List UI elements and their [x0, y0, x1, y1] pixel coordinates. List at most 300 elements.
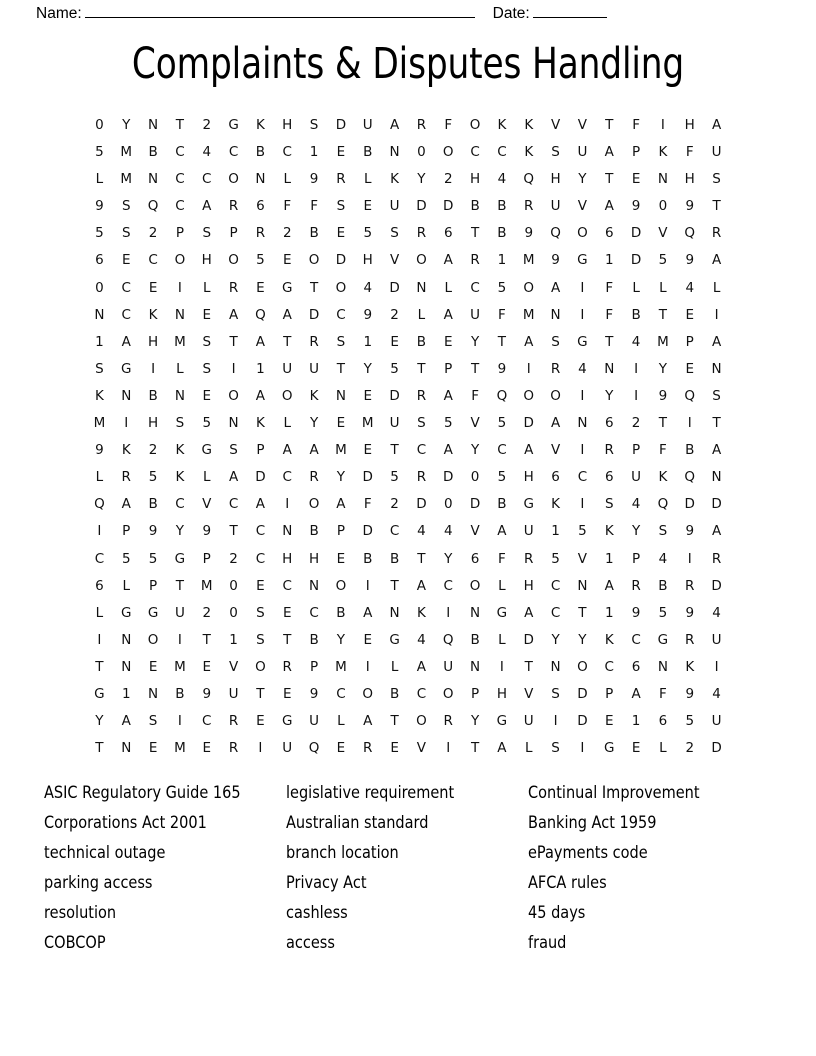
grid-cell[interactable]: C [550, 604, 561, 621]
grid-cell[interactable]: H [148, 415, 159, 432]
grid-cell[interactable]: T [605, 117, 614, 133]
grid-cell[interactable]: R [711, 225, 722, 242]
grid-cell[interactable]: B [309, 523, 319, 540]
grid-cell[interactable]: A [416, 658, 427, 675]
grid-cell[interactable]: T [470, 360, 480, 377]
grid-cell[interactable]: N [416, 279, 427, 296]
grid-cell[interactable]: E [336, 740, 346, 757]
grid-cell[interactable]: M [174, 658, 186, 675]
grid-cell[interactable]: 2 [390, 496, 399, 513]
grid-cell[interactable]: C [416, 442, 427, 459]
grid-cell[interactable]: G [282, 279, 293, 296]
grid-cell[interactable]: 1 [631, 713, 641, 730]
grid-cell[interactable]: Y [444, 550, 453, 567]
grid-cell[interactable]: L [363, 171, 372, 188]
grid-cell[interactable]: B [497, 198, 507, 215]
grid-cell[interactable]: I [634, 360, 639, 377]
grid-cell[interactable]: U [711, 631, 722, 648]
grid-cell[interactable]: E [336, 144, 346, 161]
grid-cell[interactable]: C [497, 144, 507, 161]
grid-cell[interactable]: 9 [363, 306, 373, 323]
grid-cell[interactable]: 0 [95, 279, 104, 296]
grid-cell[interactable]: R [524, 550, 534, 567]
grid-cell[interactable]: P [229, 225, 238, 242]
grid-cell[interactable]: D [335, 117, 347, 133]
grid-cell[interactable]: 1 [363, 333, 373, 350]
grid-cell[interactable]: Y [631, 523, 641, 540]
grid-cell[interactable]: V [470, 415, 480, 432]
grid-cell[interactable]: N [228, 415, 239, 432]
grid-cell[interactable]: K [175, 469, 185, 486]
date-write-in-line[interactable] [533, 5, 607, 18]
grid-cell[interactable]: N [577, 415, 588, 432]
grid-cell[interactable]: Q [442, 631, 454, 648]
grid-cell[interactable]: N [174, 387, 185, 404]
grid-cell[interactable]: M [200, 577, 213, 594]
grid-cell[interactable]: E [685, 306, 694, 323]
grid-cell[interactable]: M [93, 415, 106, 432]
grid-cell[interactable]: T [417, 360, 426, 377]
grid-cell[interactable]: 6 [95, 252, 104, 269]
grid-cell[interactable]: C [175, 144, 185, 161]
grid-cell[interactable]: A [711, 442, 722, 459]
grid-cell[interactable]: S [309, 117, 319, 133]
grid-cell[interactable]: R [363, 740, 373, 757]
grid-cell[interactable]: Q [684, 225, 696, 242]
grid-cell[interactable]: E [202, 306, 211, 323]
name-write-in-line[interactable] [85, 5, 475, 18]
grid-cell[interactable]: E [363, 387, 372, 404]
grid-cell[interactable]: N [309, 577, 320, 594]
grid-cell[interactable]: U [282, 360, 293, 377]
grid-cell[interactable]: B [416, 333, 427, 350]
grid-cell[interactable]: D [684, 496, 695, 513]
grid-cell[interactable]: R [416, 387, 427, 404]
grid-cell[interactable]: D [335, 252, 347, 269]
grid-cell[interactable]: N [335, 387, 346, 404]
grid-cell[interactable]: N [389, 604, 400, 621]
grid-cell[interactable]: 2 [148, 442, 158, 459]
grid-cell[interactable]: S [95, 360, 104, 377]
grid-cell[interactable]: 4 [497, 171, 507, 188]
grid-cell[interactable]: 5 [658, 604, 668, 621]
grid-cell[interactable]: D [362, 523, 373, 540]
grid-cell[interactable]: R [121, 469, 131, 486]
grid-cell[interactable]: V [577, 117, 588, 133]
grid-cell[interactable]: T [256, 685, 265, 702]
grid-cell[interactable]: U [228, 685, 239, 702]
grid-cell[interactable]: F [685, 144, 694, 161]
grid-cell[interactable]: V [577, 198, 588, 215]
grid-cell[interactable]: E [336, 225, 346, 242]
grid-cell[interactable]: N [577, 577, 588, 594]
grid-cell[interactable]: F [363, 496, 372, 513]
grid-cell[interactable]: 0 [417, 144, 426, 161]
grid-cell[interactable]: 5 [685, 713, 695, 730]
grid-cell[interactable]: T [524, 658, 533, 675]
grid-cell[interactable]: K [604, 523, 614, 540]
grid-cell[interactable]: S [202, 333, 212, 350]
grid-cell[interactable]: K [255, 117, 265, 133]
grid-cell[interactable]: E [282, 604, 292, 621]
grid-cell[interactable]: S [712, 171, 721, 188]
grid-cell[interactable]: 9 [95, 442, 104, 459]
grid-cell[interactable]: O [281, 387, 293, 404]
grid-cell[interactable]: S [390, 225, 399, 242]
grid-cell[interactable]: R [711, 550, 722, 567]
grid-cell[interactable]: 2 [631, 415, 641, 432]
grid-cell[interactable]: A [711, 117, 722, 133]
grid-cell[interactable]: G [577, 333, 588, 350]
grid-cell[interactable]: 5 [390, 469, 399, 486]
grid-cell[interactable]: Y [578, 171, 587, 188]
grid-cell[interactable]: 9 [658, 387, 668, 404]
grid-cell[interactable]: Y [551, 631, 560, 648]
grid-cell[interactable]: D [416, 198, 427, 215]
grid-cell[interactable]: E [604, 713, 614, 730]
grid-cell[interactable]: T [229, 333, 238, 350]
grid-cell[interactable]: U [389, 198, 400, 215]
grid-cell[interactable]: S [256, 631, 265, 648]
grid-cell[interactable]: F [605, 279, 614, 296]
grid-cell[interactable]: O [362, 685, 374, 702]
grid-cell[interactable]: T [95, 658, 104, 675]
grid-cell[interactable]: 2 [443, 171, 453, 188]
grid-cell[interactable]: C [94, 550, 105, 567]
grid-cell[interactable]: B [336, 604, 346, 621]
grid-cell[interactable]: E [336, 550, 346, 567]
grid-cell[interactable]: T [578, 604, 587, 621]
grid-cell[interactable]: C [121, 279, 131, 296]
grid-cell[interactable]: A [604, 198, 614, 215]
grid-cell[interactable]: R [470, 252, 480, 269]
grid-cell[interactable]: N [148, 117, 159, 133]
grid-cell[interactable]: T [229, 523, 238, 540]
grid-cell[interactable]: O [416, 713, 427, 730]
grid-cell[interactable]: C [282, 144, 292, 161]
grid-cell[interactable]: A [389, 117, 400, 133]
grid-cell[interactable]: G [523, 496, 534, 513]
grid-cell[interactable]: K [524, 144, 534, 161]
grid-cell[interactable]: G [201, 442, 212, 459]
grid-cell[interactable]: 4 [578, 360, 587, 377]
grid-cell[interactable]: O [442, 685, 454, 702]
grid-cell[interactable]: M [522, 252, 535, 269]
grid-cell[interactable]: 6 [604, 415, 614, 432]
grid-cell[interactable]: H [523, 469, 534, 486]
grid-cell[interactable]: R [550, 360, 561, 377]
grid-cell[interactable]: 1 [121, 685, 131, 702]
grid-cell[interactable]: K [121, 442, 131, 459]
grid-cell[interactable]: S [551, 740, 560, 757]
grid-cell[interactable]: A [443, 306, 453, 323]
grid-cell[interactable]: K [658, 469, 668, 486]
grid-cell[interactable]: 9 [309, 685, 319, 702]
grid-cell[interactable]: L [95, 171, 104, 188]
grid-cell[interactable]: L [283, 415, 291, 432]
grid-cell[interactable]: K [148, 306, 158, 323]
grid-cell[interactable]: E [443, 333, 453, 350]
grid-cell[interactable]: 9 [202, 685, 212, 702]
grid-cell[interactable]: G [282, 713, 293, 730]
grid-cell[interactable]: 1 [604, 252, 614, 269]
grid-cell[interactable]: F [605, 306, 614, 323]
grid-cell[interactable]: A [550, 415, 561, 432]
grid-cell[interactable]: S [229, 442, 238, 459]
grid-cell[interactable]: F [632, 117, 640, 133]
grid-cell[interactable]: B [389, 685, 400, 702]
grid-cell[interactable]: T [336, 360, 346, 377]
grid-cell[interactable]: 4 [417, 523, 426, 540]
grid-cell[interactable]: D [711, 496, 722, 513]
grid-cell[interactable]: I [231, 360, 236, 377]
grid-cell[interactable]: B [309, 225, 319, 242]
grid-cell[interactable]: I [446, 740, 451, 757]
grid-cell[interactable]: L [122, 577, 130, 594]
grid-cell[interactable]: L [417, 306, 426, 323]
grid-cell[interactable]: Y [175, 523, 185, 540]
grid-cell[interactable]: 9 [685, 252, 695, 269]
grid-cell[interactable]: Y [363, 360, 372, 377]
grid-cell[interactable]: T [605, 333, 614, 350]
grid-cell[interactable]: E [685, 360, 694, 377]
grid-cell[interactable]: L [202, 279, 211, 296]
grid-cell[interactable]: A [524, 604, 534, 621]
grid-cell[interactable]: H [309, 550, 320, 567]
grid-cell[interactable]: V [550, 442, 561, 459]
grid-cell[interactable]: 9 [497, 360, 507, 377]
grid-cell[interactable]: C [228, 144, 239, 161]
grid-cell[interactable]: R [309, 333, 319, 350]
grid-cell[interactable]: A [711, 252, 722, 269]
grid-cell[interactable]: N [470, 604, 481, 621]
grid-cell[interactable]: D [630, 225, 642, 242]
grid-cell[interactable]: R [604, 442, 614, 459]
grid-cell[interactable]: B [148, 496, 158, 513]
grid-cell[interactable]: 9 [309, 171, 319, 188]
grid-cell[interactable]: A [604, 577, 614, 594]
grid-cell[interactable]: O [523, 387, 535, 404]
grid-cell[interactable]: I [97, 631, 102, 648]
grid-cell[interactable]: 2 [390, 306, 399, 323]
grid-cell[interactable]: B [309, 631, 319, 648]
grid-cell[interactable]: 4 [363, 279, 373, 296]
grid-cell[interactable]: K [551, 496, 560, 513]
grid-cell[interactable]: C [255, 550, 266, 567]
grid-cell[interactable]: E [121, 252, 131, 269]
grid-cell[interactable]: N [711, 360, 722, 377]
grid-cell[interactable]: R [524, 198, 534, 215]
grid-cell[interactable]: Y [470, 442, 480, 459]
grid-cell[interactable]: I [553, 713, 558, 730]
grid-cell[interactable]: S [417, 415, 426, 432]
grid-cell[interactable]: V [524, 685, 534, 702]
grid-cell[interactable]: A [255, 387, 266, 404]
grid-cell[interactable]: T [202, 631, 211, 648]
grid-cell[interactable]: S [121, 198, 131, 215]
grid-cell[interactable]: T [175, 577, 185, 594]
grid-cell[interactable]: C [470, 279, 480, 296]
grid-cell[interactable]: K [390, 171, 399, 188]
grid-cell[interactable]: N [148, 685, 159, 702]
grid-cell[interactable]: 4 [685, 279, 695, 296]
grid-cell[interactable]: Y [470, 713, 480, 730]
grid-cell[interactable]: D [389, 279, 400, 296]
grid-cell[interactable]: A [497, 523, 507, 540]
grid-cell[interactable]: E [148, 740, 158, 757]
grid-cell[interactable]: D [711, 577, 722, 594]
grid-cell[interactable]: O [577, 658, 588, 675]
grid-cell[interactable]: I [446, 604, 451, 621]
grid-cell[interactable]: Y [336, 631, 346, 648]
grid-cell[interactable]: 2 [202, 117, 212, 133]
grid-cell[interactable]: P [122, 523, 131, 540]
grid-cell[interactable]: 2 [282, 225, 292, 242]
grid-cell[interactable]: K [497, 117, 507, 133]
grid-cell[interactable]: K [94, 387, 104, 404]
grid-cell[interactable]: C [336, 685, 346, 702]
grid-cell[interactable]: Q [308, 740, 320, 757]
grid-cell[interactable]: 9 [524, 225, 534, 242]
grid-cell[interactable]: C [577, 469, 588, 486]
grid-cell[interactable]: 4 [712, 685, 721, 702]
grid-cell[interactable]: N [121, 740, 132, 757]
grid-cell[interactable]: E [202, 740, 211, 757]
grid-cell[interactable]: 9 [685, 198, 695, 215]
grid-cell[interactable]: I [687, 415, 692, 432]
grid-cell[interactable]: T [712, 415, 721, 432]
grid-cell[interactable]: 4 [712, 604, 721, 621]
grid-cell[interactable]: D [362, 469, 373, 486]
grid-cell[interactable]: P [310, 658, 319, 675]
grid-cell[interactable]: T [497, 333, 507, 350]
grid-cell[interactable]: 0 [229, 604, 238, 621]
grid-cell[interactable]: 9 [631, 604, 641, 621]
grid-cell[interactable]: 1 [95, 333, 104, 350]
grid-cell[interactable]: S [121, 225, 131, 242]
grid-cell[interactable]: F [659, 685, 667, 702]
grid-cell[interactable]: C [416, 685, 427, 702]
grid-cell[interactable]: F [498, 306, 506, 323]
grid-cell[interactable]: Q [255, 306, 266, 323]
grid-cell[interactable]: B [389, 550, 400, 567]
grid-cell[interactable]: 5 [95, 144, 104, 161]
grid-cell[interactable]: 4 [417, 631, 426, 648]
grid-cell[interactable]: V [416, 740, 427, 757]
grid-cell[interactable]: L [283, 171, 291, 188]
grid-cell[interactable]: 4 [658, 550, 668, 567]
grid-cell[interactable]: A [711, 523, 722, 540]
grid-cell[interactable]: I [580, 279, 585, 296]
grid-cell[interactable]: K [255, 415, 265, 432]
grid-cell[interactable]: U [309, 360, 320, 377]
grid-cell[interactable]: O [174, 252, 186, 269]
grid-cell[interactable]: 6 [604, 469, 614, 486]
grid-cell[interactable]: 5 [363, 225, 373, 242]
grid-cell[interactable]: D [389, 387, 400, 404]
grid-cell[interactable]: B [363, 550, 373, 567]
grid-cell[interactable]: V [658, 225, 668, 242]
grid-cell[interactable]: I [580, 306, 585, 323]
grid-cell[interactable]: I [714, 658, 719, 675]
grid-cell[interactable]: I [714, 306, 719, 323]
grid-cell[interactable]: 1 [309, 144, 319, 161]
grid-cell[interactable]: S [202, 360, 212, 377]
grid-cell[interactable]: H [282, 117, 293, 133]
grid-cell[interactable]: L [632, 279, 640, 296]
grid-cell[interactable]: 4 [631, 333, 641, 350]
grid-cell[interactable]: A [443, 252, 453, 269]
grid-cell[interactable]: R [685, 577, 695, 594]
grid-cell[interactable]: B [148, 144, 158, 161]
grid-cell[interactable]: E [363, 442, 372, 459]
grid-cell[interactable]: U [443, 658, 454, 675]
grid-cell[interactable]: L [337, 713, 345, 730]
grid-cell[interactable]: E [390, 740, 399, 757]
grid-cell[interactable]: V [228, 658, 239, 675]
grid-cell[interactable]: H [523, 577, 534, 594]
grid-cell[interactable]: U [577, 144, 588, 161]
grid-cell[interactable]: T [175, 117, 185, 133]
grid-cell[interactable]: A [524, 442, 534, 459]
grid-cell[interactable]: P [336, 523, 345, 540]
grid-cell[interactable]: 4 [631, 496, 641, 513]
grid-cell[interactable]: G [389, 631, 400, 648]
grid-cell[interactable]: B [497, 225, 507, 242]
grid-cell[interactable]: V [550, 117, 561, 133]
grid-cell[interactable]: K [175, 442, 185, 459]
grid-cell[interactable]: A [443, 442, 453, 459]
grid-cell[interactable]: K [416, 604, 426, 621]
grid-cell[interactable]: T [390, 713, 399, 730]
grid-cell[interactable]: A [228, 469, 239, 486]
grid-cell[interactable]: M [120, 144, 133, 161]
grid-cell[interactable]: H [684, 171, 695, 188]
grid-cell[interactable]: O [469, 577, 481, 594]
grid-cell[interactable]: N [550, 306, 561, 323]
grid-cell[interactable]: 9 [148, 523, 158, 540]
grid-cell[interactable]: T [470, 740, 480, 757]
grid-cell[interactable]: C [443, 577, 453, 594]
grid-cell[interactable]: H [282, 550, 293, 567]
grid-cell[interactable]: A [309, 442, 319, 459]
grid-cell[interactable]: Q [496, 387, 508, 404]
grid-cell[interactable]: U [470, 306, 481, 323]
grid-cell[interactable]: S [336, 333, 346, 350]
grid-cell[interactable]: O [416, 252, 427, 269]
grid-cell[interactable]: O [550, 387, 561, 404]
grid-cell[interactable]: R [416, 469, 427, 486]
grid-cell[interactable]: R [309, 469, 319, 486]
grid-cell[interactable]: D [523, 415, 534, 432]
grid-cell[interactable]: M [522, 306, 535, 323]
grid-cell[interactable]: G [228, 117, 239, 133]
grid-cell[interactable]: E [256, 713, 265, 730]
grid-cell[interactable]: 2 [229, 550, 238, 567]
grid-cell[interactable]: N [389, 144, 400, 161]
grid-cell[interactable]: O [523, 279, 535, 296]
grid-cell[interactable]: Q [523, 171, 535, 188]
grid-cell[interactable]: P [685, 333, 694, 350]
grid-cell[interactable]: S [604, 496, 614, 513]
grid-cell[interactable]: P [256, 442, 265, 459]
grid-cell[interactable]: E [363, 198, 372, 215]
grid-cell[interactable]: E [148, 279, 158, 296]
grid-cell[interactable]: 1 [497, 252, 507, 269]
grid-cell[interactable]: H [148, 333, 159, 350]
grid-cell[interactable]: U [711, 144, 722, 161]
grid-cell[interactable]: I [177, 279, 182, 296]
